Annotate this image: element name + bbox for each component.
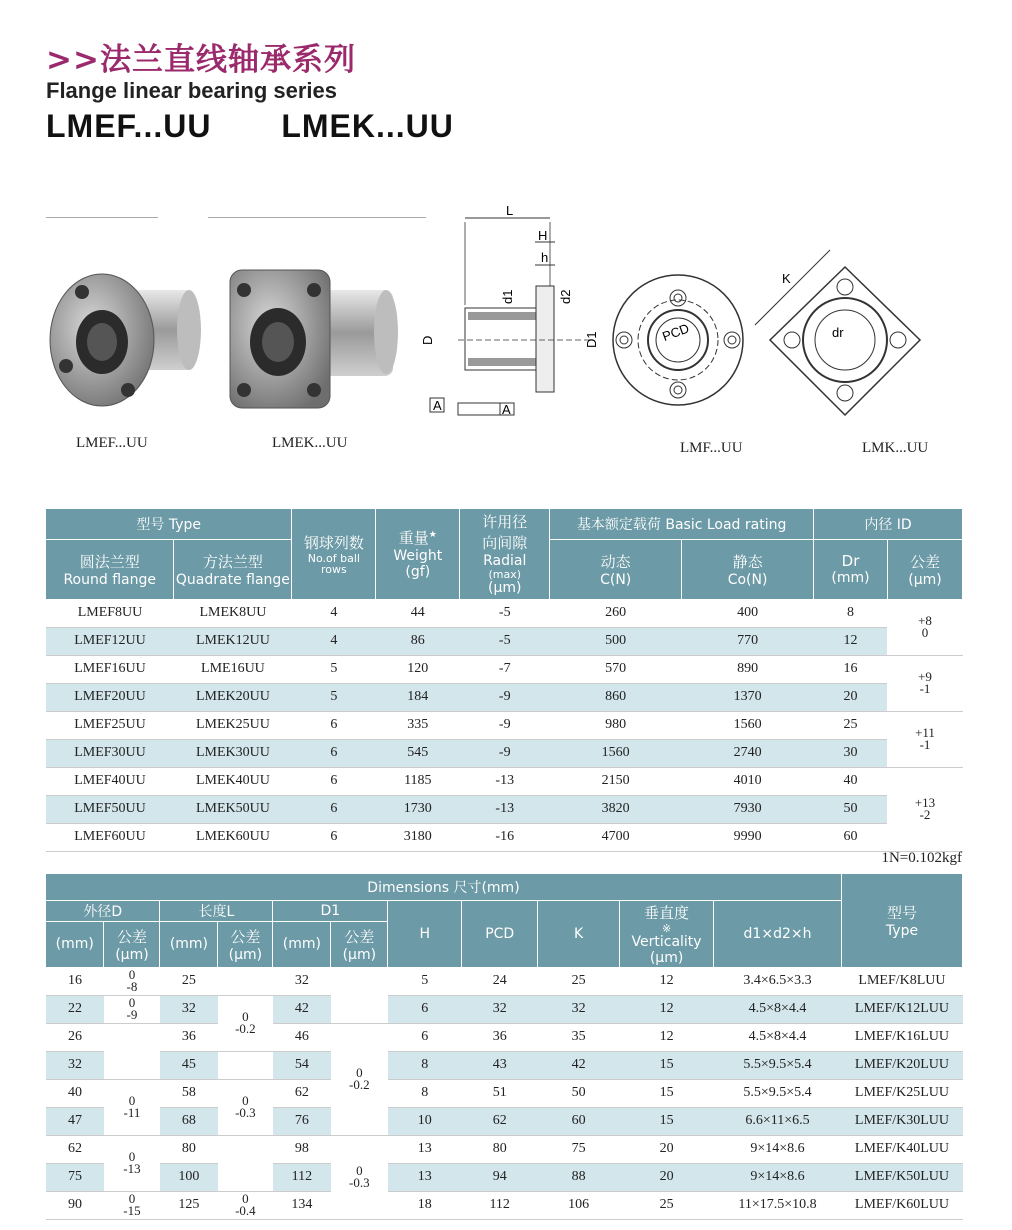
cell-balls: 4 — [292, 627, 376, 655]
cell-H: 18 — [417, 1197, 432, 1212]
table-row — [46, 1107, 963, 1135]
cell-D1: 76 — [273, 1107, 331, 1135]
header-balls: 钢球列数 No.of ball rows — [292, 509, 376, 599]
cell-dr: 8 — [847, 605, 854, 620]
header-verticality: 垂直度 ※ Verticality (μm) — [620, 900, 714, 967]
cell-dr: 12 — [814, 627, 888, 655]
cell-tolerance — [887, 767, 962, 851]
tol-lower: -1 — [919, 681, 931, 696]
cell-blank — [218, 1051, 273, 1079]
cell-vert: 15 — [620, 1107, 714, 1135]
cell-vert: 20 — [620, 1163, 714, 1191]
table-row — [46, 711, 963, 739]
cell-PCD: 94 — [462, 1163, 538, 1191]
header-weight: 重量★ Weight (gf) — [376, 509, 460, 599]
round-flange-photo — [44, 262, 204, 422]
cell-tol-D — [104, 1135, 160, 1191]
header-radial: 许用径 向间隙 Radial (max) (μm) — [460, 509, 550, 599]
cell-L: 45 — [160, 1051, 218, 1079]
cell-tol-L — [218, 995, 273, 1051]
label-A-ref: A — [502, 402, 511, 417]
cell-type: LMEF/K40LUU — [854, 1141, 950, 1156]
cell-dyn: 980 — [605, 717, 627, 732]
label-dr: dr — [832, 325, 844, 340]
cell-vert: 12 — [659, 973, 674, 988]
header-tol: 公差 (μm) — [331, 921, 388, 967]
cell-square: LMEK12UU — [174, 627, 292, 655]
header-length: 长度L — [160, 900, 273, 921]
cell-balls: 4 — [330, 605, 338, 620]
cell-dr: 20 — [814, 683, 888, 711]
cell-radial: -9 — [498, 717, 511, 732]
cell-square: LMEK25UU — [195, 717, 270, 732]
page-title-en: Flange linear bearing series — [46, 78, 338, 103]
cell-round: LMEF60UU — [74, 829, 146, 844]
cell-blank — [331, 967, 388, 1023]
cell-L: 80 — [181, 1141, 196, 1156]
cell-square: LMEK30UU — [174, 739, 292, 767]
cell-K: 25 — [571, 973, 586, 988]
photo-caption-round: LMEF...UU — [76, 435, 148, 451]
tol-lower: 0 — [921, 625, 929, 640]
cell-round: LMEF50UU — [46, 795, 174, 823]
tol-upper: +13 — [914, 795, 936, 810]
table-row — [46, 967, 963, 995]
tol-lower: -0.4 — [235, 1203, 256, 1218]
header-tol: 公差 (μm) — [887, 539, 962, 599]
cell-radial: -13 — [460, 795, 550, 823]
cell-H: 8 — [421, 1085, 429, 1100]
header-outer-d: 外径D — [46, 900, 160, 921]
cell-D: 26 — [67, 1029, 82, 1044]
round-flange-drawing — [610, 270, 750, 410]
cell-K: 88 — [538, 1163, 620, 1191]
cell-dr: 25 — [843, 717, 858, 732]
cell-weight: 1730 — [376, 795, 460, 823]
cell-L: 125 — [178, 1197, 200, 1212]
cell-vert: 20 — [659, 1141, 674, 1156]
model-names — [46, 108, 514, 145]
header-d1: D1 — [273, 900, 388, 921]
table-row — [46, 1163, 963, 1191]
tol-lower: -9 — [126, 1007, 138, 1022]
cell-L: 36 — [181, 1029, 196, 1044]
square-flange-photo — [228, 262, 398, 422]
tol-upper: +9 — [918, 669, 932, 684]
cell-PCD: 24 — [492, 973, 507, 988]
cell-round: LMEF25UU — [74, 717, 146, 732]
header-PCD: PCD — [462, 900, 538, 967]
header-mm: (mm) — [160, 921, 218, 967]
table-row — [46, 823, 963, 851]
tol-upper: 0 — [128, 1191, 136, 1206]
cell-dyn: 4700 — [601, 829, 630, 844]
cell-round: LMEF16UU — [74, 661, 146, 676]
model-round: LMEF...UU — [46, 108, 212, 144]
cell-vert: 15 — [620, 1051, 714, 1079]
cell-D1: 42 — [273, 995, 331, 1023]
cell-L: 32 — [160, 995, 218, 1023]
cell-weight: 545 — [376, 739, 460, 767]
cell-square: LMEK8UU — [199, 605, 267, 620]
cell-square: LMEK60UU — [195, 829, 270, 844]
cell-K: 32 — [538, 995, 620, 1023]
cell-K: 60 — [538, 1107, 620, 1135]
cell-type: LMEF/K30LUU — [841, 1107, 962, 1135]
cell-radial: -9 — [460, 683, 550, 711]
table-row — [46, 627, 963, 655]
cell-PCD: 80 — [492, 1141, 507, 1156]
cell-radial: -5 — [460, 627, 550, 655]
load-rating-body — [46, 599, 963, 851]
header-id: 内径 ID — [814, 509, 963, 539]
square-flange-drawing — [750, 245, 940, 435]
tol-upper: 0 — [128, 967, 136, 982]
cell-type: LMEF/K60LUU — [854, 1197, 950, 1212]
cell-D1: 46 — [294, 1029, 309, 1044]
label-PCD: PCD — [660, 320, 692, 345]
tol-upper: 0 — [356, 1163, 363, 1178]
cell-weight: 335 — [407, 717, 429, 732]
cell-dyn: 2150 — [601, 773, 630, 788]
table-row — [46, 1079, 963, 1107]
table-row — [46, 1023, 963, 1051]
cell-holes: 5.5×9.5×5.4 — [714, 1051, 842, 1079]
cell-D: 47 — [46, 1107, 104, 1135]
header-H: H — [388, 900, 462, 967]
divider — [208, 217, 426, 218]
cell-PCD: 112 — [489, 1197, 510, 1212]
label-D1: D1 — [584, 331, 599, 348]
drawing-caption-square: LMK...UU — [862, 440, 929, 456]
header-round: 圆法兰型 Round flange — [46, 539, 174, 599]
cell-holes: 6.6×11×6.5 — [714, 1107, 842, 1135]
tol-lower: -15 — [123, 1203, 141, 1218]
cell-type: LMEF/K12LUU — [841, 995, 962, 1023]
cell-weight: 3180 — [403, 829, 432, 844]
tol-lower: -0.3 — [349, 1175, 370, 1190]
cell-D1: 54 — [273, 1051, 331, 1079]
cell-D1: 62 — [294, 1085, 309, 1100]
cell-PCD: 43 — [462, 1051, 538, 1079]
cell-radial: -13 — [495, 773, 515, 788]
cell-round: LMEF20UU — [46, 683, 174, 711]
tol-upper: +8 — [918, 613, 932, 628]
cell-H: 8 — [388, 1051, 462, 1079]
header-dynamic: 动态 C(N) — [550, 539, 682, 599]
cell-balls: 6 — [330, 717, 338, 732]
page-title-cn: >>法兰直线轴承系列 — [46, 42, 356, 78]
cell-balls: 5 — [330, 661, 338, 676]
dimensions-body — [46, 967, 963, 1219]
cell-balls: 6 — [330, 829, 338, 844]
cell-L: 100 — [160, 1163, 218, 1191]
tol-upper: +11 — [915, 725, 935, 740]
cell-balls: 6 — [292, 795, 376, 823]
cell-H: 6 — [388, 995, 462, 1023]
cell-radial: -5 — [498, 605, 511, 620]
tol-upper: 0 — [242, 1191, 249, 1206]
cell-round: LMEF40UU — [74, 773, 146, 788]
tol-lower: -11 — [123, 1105, 141, 1120]
cell-dyn: 260 — [605, 605, 627, 620]
cell-D: 90 — [67, 1197, 82, 1212]
cell-K: 75 — [571, 1141, 586, 1156]
cell-vert: 15 — [659, 1085, 674, 1100]
cell-type: LMEF/K16LUU — [854, 1029, 950, 1044]
cell-vert: 12 — [659, 1029, 674, 1044]
cell-dyn: 860 — [550, 683, 682, 711]
label-H: H — [538, 228, 548, 243]
cell-weight: 120 — [407, 661, 429, 676]
cell-holes: 4.5×8×4.4 — [714, 995, 842, 1023]
divider — [46, 217, 158, 218]
tol-upper: 0 — [128, 1093, 136, 1108]
dimensions-table — [46, 874, 963, 1220]
table-row — [46, 795, 963, 823]
cell-stat: 4010 — [733, 773, 762, 788]
label-h: h — [541, 250, 549, 265]
table-row — [46, 1051, 963, 1079]
label-d2: d2 — [558, 289, 573, 304]
cell-D: 40 — [67, 1085, 82, 1100]
cell-square: LMEK50UU — [174, 795, 292, 823]
cell-D: 22 — [46, 995, 104, 1023]
tol-lower: -2 — [919, 807, 931, 822]
cell-tol-D1 — [331, 1023, 388, 1135]
cell-tolerance — [887, 599, 962, 655]
cell-tol-L — [218, 1079, 273, 1135]
cell-type: LMEF/K25LUU — [854, 1085, 950, 1100]
cell-tolerance — [887, 711, 962, 767]
cell-type: LMEF/K20LUU — [841, 1051, 962, 1079]
tol-lower: -1 — [919, 737, 931, 752]
table-row — [46, 767, 963, 795]
cell-stat: 1560 — [733, 717, 762, 732]
cell-D: 75 — [46, 1163, 104, 1191]
cell-round: LMEF8UU — [77, 605, 143, 620]
cell-blank — [218, 967, 273, 995]
cell-dr: 60 — [843, 829, 858, 844]
cell-dyn: 570 — [605, 661, 627, 676]
cell-dyn: 1560 — [550, 739, 682, 767]
cell-square: LMEK20UU — [174, 683, 292, 711]
label-A: A — [433, 398, 442, 413]
drawing-caption-round: LMF...UU — [680, 440, 743, 456]
cell-holes: 9×14×8.6 — [750, 1141, 805, 1156]
cell-holes: 9×14×8.6 — [714, 1163, 842, 1191]
cell-K: 42 — [538, 1051, 620, 1079]
table-row — [46, 1135, 963, 1163]
cell-stat: 2740 — [682, 739, 814, 767]
cell-vert: 12 — [620, 995, 714, 1023]
tol-upper: 0 — [242, 1093, 249, 1108]
unit-note: 1N=0.102kgf — [881, 850, 962, 866]
cell-K: 106 — [568, 1197, 590, 1212]
cell-D1: 112 — [273, 1163, 331, 1191]
cell-weight: 184 — [376, 683, 460, 711]
cell-D1: 134 — [291, 1197, 313, 1212]
cell-L: 58 — [181, 1085, 196, 1100]
cell-tol-D — [104, 1079, 160, 1135]
cell-D: 32 — [46, 1051, 104, 1079]
header-tol: 公差 (μm) — [104, 921, 160, 967]
tol-upper: 0 — [128, 1149, 136, 1164]
cell-weight: 86 — [376, 627, 460, 655]
cell-tol-D — [104, 995, 160, 1023]
cell-H: 10 — [388, 1107, 462, 1135]
cell-dr: 16 — [843, 661, 858, 676]
load-rating-table — [46, 509, 963, 852]
cell-vert: 25 — [659, 1197, 674, 1212]
cell-square: LME16UU — [201, 661, 265, 676]
cell-tol-L — [218, 1191, 273, 1219]
cell-holes: 3.4×6.5×3.3 — [743, 973, 812, 988]
header-K: K — [538, 900, 620, 967]
table-row — [46, 599, 963, 627]
cell-stat: 1370 — [682, 683, 814, 711]
cell-blank — [218, 1135, 273, 1191]
label-D: D — [420, 335, 435, 345]
table-row — [46, 1191, 963, 1219]
label-K: K — [782, 271, 791, 286]
cell-round: LMEF12UU — [46, 627, 174, 655]
cell-PCD: 32 — [462, 995, 538, 1023]
cell-L: 25 — [181, 973, 196, 988]
cell-blank — [104, 1023, 160, 1079]
cell-holes: 4.5×8×4.4 — [748, 1029, 807, 1044]
label-L: L — [506, 203, 514, 218]
cell-stat: 890 — [737, 661, 759, 676]
tol-upper: 0 — [242, 1009, 249, 1024]
cell-type: LMEF/K50LUU — [841, 1163, 962, 1191]
cell-radial: -7 — [498, 661, 511, 676]
cell-holes: 5.5×9.5×5.4 — [743, 1085, 812, 1100]
cell-round: LMEF30UU — [46, 739, 174, 767]
cell-balls: 6 — [330, 773, 338, 788]
header-mm: (mm) — [273, 921, 331, 967]
tol-lower: -8 — [126, 979, 138, 994]
cell-tol-D — [104, 1191, 160, 1219]
cell-dyn: 500 — [550, 627, 682, 655]
section-drawing — [420, 200, 610, 425]
tol-lower: -0.2 — [235, 1021, 256, 1036]
label-d1: d1 — [500, 289, 515, 304]
cell-D1: 98 — [294, 1141, 309, 1156]
table-row — [46, 655, 963, 683]
cell-balls: 6 — [292, 739, 376, 767]
header-type: 型号 Type — [46, 509, 292, 539]
cell-H: 13 — [388, 1163, 462, 1191]
cell-H: 6 — [421, 1029, 429, 1044]
cell-holes: 11×17.5×10.8 — [738, 1197, 817, 1212]
cell-stat: 7930 — [682, 795, 814, 823]
tol-upper: 0 — [356, 1065, 363, 1080]
cell-stat: 9990 — [733, 829, 762, 844]
header-dimensions: Dimensions 尺寸(mm) — [46, 874, 841, 900]
header-static: 静态 Co(N) — [682, 539, 814, 599]
table-row — [46, 739, 963, 767]
cell-dr: 50 — [814, 795, 888, 823]
header-load: 基本额定载荷 Basic Load rating — [550, 509, 814, 539]
cell-PCD: 51 — [492, 1085, 507, 1100]
cell-D1: 32 — [294, 973, 309, 988]
header-dr: Dr (mm) — [814, 539, 888, 599]
cell-H: 13 — [417, 1141, 432, 1156]
cell-weight: 1185 — [404, 773, 432, 788]
cell-dr: 40 — [843, 773, 858, 788]
cell-D: 62 — [67, 1141, 82, 1156]
cell-tolerance — [887, 655, 962, 711]
cell-tol-D — [104, 967, 160, 995]
cell-K: 35 — [571, 1029, 586, 1044]
header-type: 型号 Type — [841, 874, 962, 967]
cell-dr: 30 — [814, 739, 888, 767]
cell-K: 50 — [571, 1085, 586, 1100]
header-square: 方法兰型 Quadrate flange — [174, 539, 292, 599]
model-square: LMEK...UU — [281, 108, 454, 144]
header-holes: d1×d2×h — [714, 900, 842, 967]
cell-tol-D1 — [331, 1135, 388, 1219]
tol-upper: 0 — [128, 995, 136, 1010]
tol-lower: -13 — [123, 1161, 141, 1176]
cell-type: LMEF/K8LUU — [858, 973, 946, 988]
table-row — [46, 995, 963, 1023]
cell-stat: 770 — [682, 627, 814, 655]
tol-lower: -0.2 — [349, 1077, 370, 1092]
photo-caption-square: LMEK...UU — [272, 435, 348, 451]
cell-stat: 400 — [737, 605, 759, 620]
cell-weight: 44 — [410, 605, 425, 620]
cell-D: 16 — [67, 973, 82, 988]
cell-radial: -9 — [460, 739, 550, 767]
cell-PCD: 62 — [462, 1107, 538, 1135]
cell-L: 68 — [160, 1107, 218, 1135]
table-row — [46, 683, 963, 711]
cell-radial: -16 — [495, 829, 515, 844]
cell-PCD: 36 — [492, 1029, 507, 1044]
tol-lower: -0.3 — [235, 1105, 256, 1120]
cell-balls: 5 — [292, 683, 376, 711]
cell-square: LMEK40UU — [195, 773, 270, 788]
header-tol: 公差 (μm) — [218, 921, 273, 967]
cell-dyn: 3820 — [550, 795, 682, 823]
cell-H: 5 — [421, 973, 429, 988]
header-mm: (mm) — [46, 921, 104, 967]
